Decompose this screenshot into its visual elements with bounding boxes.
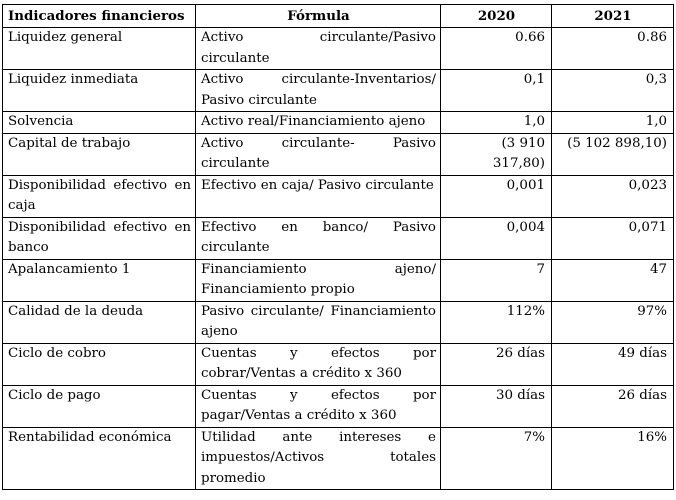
value-2021-cell: 0,3: [552, 70, 674, 112]
value-2021-cell: 16%: [552, 427, 674, 490]
financial-indicators-table: [2, 4, 674, 490]
formula-cell: Activo circulante- Pasivo circulante: [196, 133, 441, 175]
value-2021-cell: 0,023: [552, 175, 674, 217]
indicator-cell: Disponibilidad efectivo en banco: [3, 217, 196, 259]
header-year-2020: 2020: [441, 5, 552, 28]
table-row: [3, 70, 674, 112]
indicator-cell: Disponibilidad efectivo en caja: [3, 175, 196, 217]
table-row: [3, 301, 674, 343]
table-row: [3, 259, 674, 301]
value-2020-cell: 1,0: [441, 112, 552, 134]
value-2020-cell: 7: [441, 259, 552, 301]
formula-cell: Pasivo circulante/ Financiamiento ajeno: [196, 301, 441, 343]
header-formula: Fórmula: [196, 5, 441, 28]
value-2020-cell: 0,1: [441, 70, 552, 112]
table-row: [3, 175, 674, 217]
formula-cell: Utilidad ante intereses e impuestos/Activos totales promedio: [196, 427, 441, 490]
table-row: [3, 112, 674, 134]
value-2020-cell: (3 910 317,80): [441, 133, 552, 175]
formula-cell: Financiamiento ajeno/ Financiamiento propio: [196, 259, 441, 301]
header-year-2021: 2021: [552, 5, 674, 28]
value-2021-cell: 97%: [552, 301, 674, 343]
formula-cell: Activo real/Financiamiento ajeno: [196, 112, 441, 134]
indicator-cell: Liquidez inmediata: [3, 70, 196, 112]
formula-cell: Efectivo en caja/ Pasivo circulante: [196, 175, 441, 217]
value-2021-cell: 0.86: [552, 28, 674, 70]
table-row: [3, 385, 674, 427]
header-indicator: Indicadores financieros: [3, 5, 196, 28]
indicator-cell: Solvencia: [3, 112, 196, 134]
table-row: [3, 28, 674, 70]
value-2020-cell: 30 días: [441, 385, 552, 427]
value-2020-cell: 0.66: [441, 28, 552, 70]
value-2021-cell: 0,071: [552, 217, 674, 259]
formula-cell: Cuentas y efectos por pagar/Ventas a crédito x 360: [196, 385, 441, 427]
header-row: [3, 5, 674, 28]
indicator-cell: Rentabilidad económica: [3, 427, 196, 490]
indicator-cell: Ciclo de pago: [3, 385, 196, 427]
indicator-cell: Ciclo de cobro: [3, 343, 196, 385]
value-2020-cell: 112%: [441, 301, 552, 343]
table-row: [3, 133, 674, 175]
formula-cell: Activo circulante/Pasivo circulante: [196, 28, 441, 70]
formula-cell: Activo circulante-Inventarios/ Pasivo circulante: [196, 70, 441, 112]
value-2020-cell: 0,001: [441, 175, 552, 217]
formula-cell: Cuentas y efectos por cobrar/Ventas a crédito x 360: [196, 343, 441, 385]
value-2020-cell: 26 días: [441, 343, 552, 385]
table-row: [3, 217, 674, 259]
value-2021-cell: 47: [552, 259, 674, 301]
formula-cell: Efectivo en banco/ Pasivo circulante: [196, 217, 441, 259]
value-2021-cell: 49 días: [552, 343, 674, 385]
indicator-cell: Liquidez general: [3, 28, 196, 70]
value-2021-cell: 26 días: [552, 385, 674, 427]
value-2020-cell: 0,004: [441, 217, 552, 259]
indicator-cell: Capital de trabajo: [3, 133, 196, 175]
value-2021-cell: (5 102 898,10): [552, 133, 674, 175]
table-header: [3, 5, 674, 28]
table-row: [3, 343, 674, 385]
indicator-cell: Calidad de la deuda: [3, 301, 196, 343]
document-page: [2, 4, 674, 490]
table-body: [3, 28, 674, 490]
value-2021-cell: 1,0: [552, 112, 674, 134]
indicator-cell: Apalancamiento 1: [3, 259, 196, 301]
table-row: [3, 427, 674, 490]
value-2020-cell: 7%: [441, 427, 552, 490]
